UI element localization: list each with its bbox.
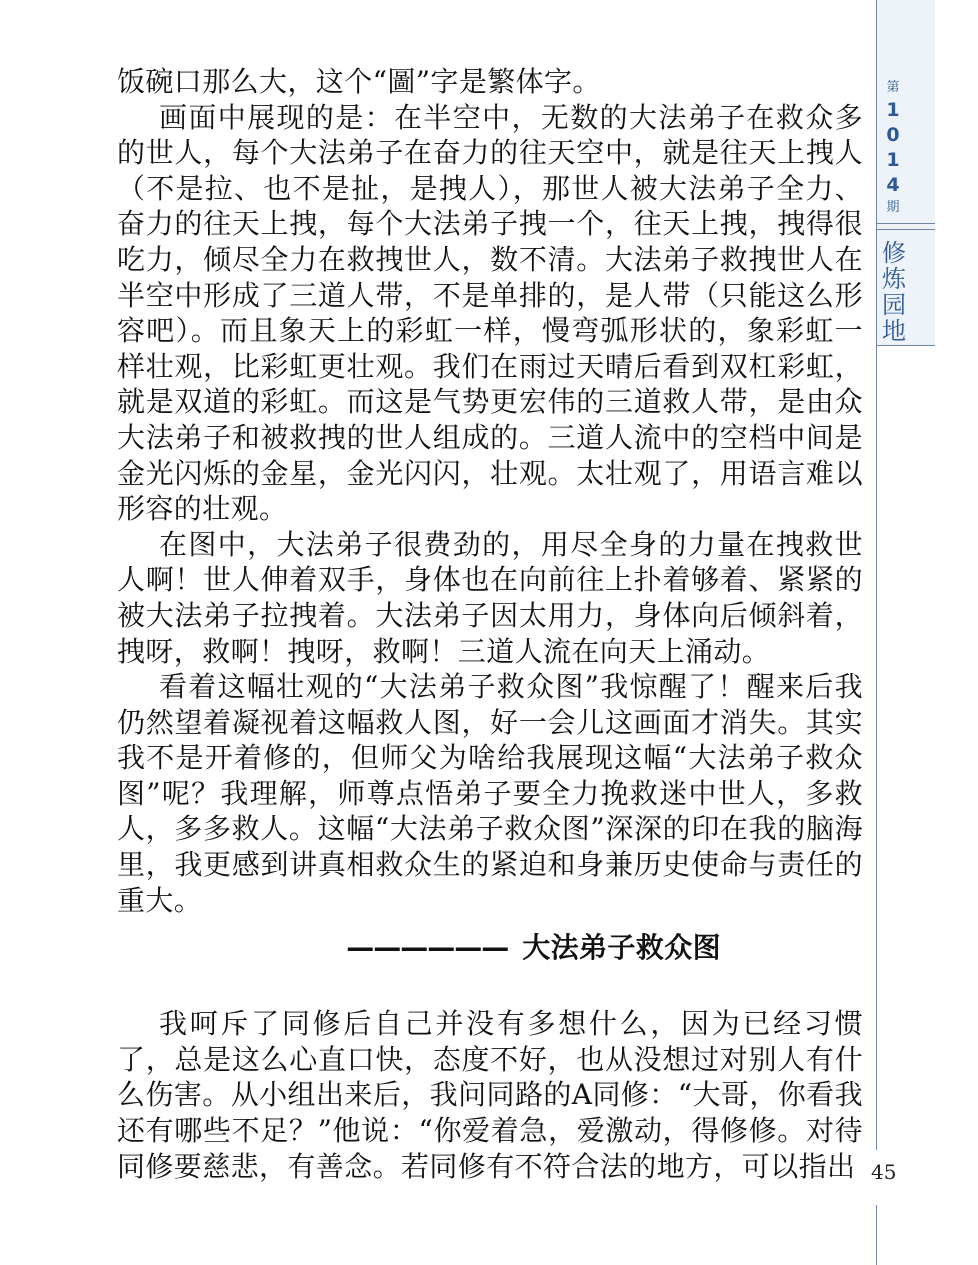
- paragraph: 画面中展现的是：在半空中，无数的大法弟子在救众多的世人，每个大法弟子在奋力的往天空中，就是往天上拽人（不是拉、也不是扯，是拽人），那世人被大法弟子全力、奋力的往天上拽，每个大法弟子拽一个，往天上拽，拽得很吃力，倾尽全力在救拽世人，数不清。大法弟子救拽世人在半空中形成了三道人带，不是单排的，是人带（只能这么形容吧）。而且象天上的彩虹一样，慢弯弧形状的，象彩虹一样壮观，比彩虹更壮观。我们在雨过天晴后看到双杠彩虹，就是双道的彩虹。而这是气势更宏伟的三道救人带，是由众大法弟子和被救拽的世人组成的。三道人流中的空档中间是金光闪烁的金星，金光闪闪，壮观。太壮观了，用语言难以形容的壮观。: [117, 100, 863, 526]
- sidebar-divider: [876, 0, 877, 1150]
- issue-number: [879, 78, 907, 218]
- sidebar-rule: [877, 223, 935, 224]
- column-char: 园: [882, 291, 906, 319]
- article-body: [117, 64, 863, 1184]
- sidebar-divider-bottom: [876, 1205, 877, 1265]
- paragraph: 看着这幅壮观的“大法弟子救众图”我惊醒了！醒来后我仍然望着凝视着这幅救人图，好一会儿这画面才消失。其实我不是开着修的，但师父为啥给我展现这幅“大法弟子救众图”呢？我理解，师尊点悟弟子要全力挽救迷中世人，多救人，多多救人。这幅“大法弟子救众图”深深的印在我的脑海里，我更感到讲真相救众生的紧迫和身兼历史使命与责任的重大。: [117, 670, 863, 917]
- issue-suffix: 期: [886, 200, 900, 215]
- issue-prefix: 第: [886, 80, 900, 95]
- section-spacer: [117, 968, 863, 1006]
- paragraph: 我呵斥了同修后自己并没有多想什么，因为已经习惯了，总是这么心直口快，态度不好，也从没想过对别人有什么伤害。从小组出来后，我问同路的A同修：“大哥，你看我还有哪些不足？”他说：“你爱着急，爱激动，得修修。对待同修要慈悲，有善念。若同修有不符合法的地方，可以指出: [117, 1007, 863, 1183]
- column-char: 地: [882, 317, 906, 345]
- page-number: 45: [871, 1160, 897, 1184]
- issue-digit: 1: [886, 99, 900, 121]
- sidebar-rule: [877, 345, 935, 346]
- column-char: 炼: [882, 265, 906, 293]
- section-title-text: 大法弟子救众图: [522, 931, 721, 965]
- column-char: 修: [882, 239, 906, 267]
- section-title: [117, 928, 863, 968]
- section-title-dash: ——————: [346, 931, 509, 965]
- issue-digit: 4: [886, 174, 900, 196]
- issue-digit: 0: [886, 124, 900, 146]
- paragraph: 在图中，大法弟子很费劲的，用尽全身的力量在拽救世人啊！世人伸着双手，身体也在向前往上扑着够着、紧紧的被大法弟子拉拽着。大法弟子因太用力，身体向后倾斜着，拽呀，救啊！拽呀，救啊！三道人流在向天上涌动。: [117, 527, 863, 668]
- column-name: [881, 240, 907, 344]
- sidebar-rule: [877, 229, 935, 230]
- issue-digit: 1: [886, 149, 900, 171]
- paragraph: 饭碗口那么大，这个“圖”字是繁体字。: [117, 65, 601, 98]
